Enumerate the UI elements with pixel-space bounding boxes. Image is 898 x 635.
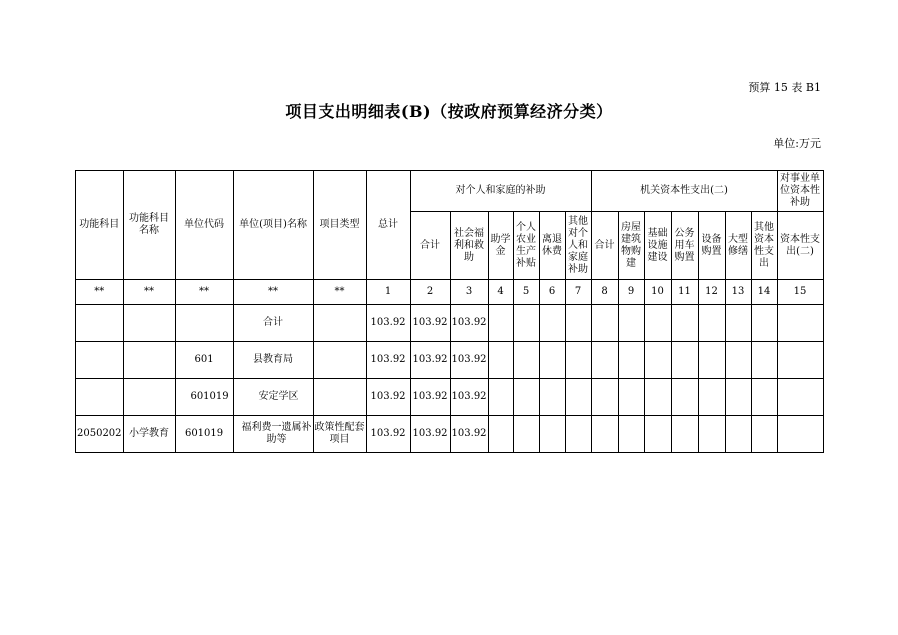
expenditure-table	[75, 170, 824, 453]
index-cell: **	[76, 280, 124, 305]
name-cell: 县教育局	[233, 342, 313, 379]
index-cell: 5	[513, 280, 539, 305]
func-code-cell: 2050202	[76, 416, 124, 453]
header-unit-code: 单位代码	[175, 171, 233, 280]
index-cell: 11	[671, 280, 698, 305]
func-name-cell	[123, 305, 175, 342]
header-building: 房屋建筑物购建	[618, 212, 644, 280]
header-group-personal: 对个人和家庭的补助	[410, 171, 591, 212]
unit-label: 单位:万元	[773, 137, 821, 150]
table-row	[76, 305, 824, 342]
welfare-cell: 103.92	[450, 416, 488, 453]
total-cell: 103.92	[366, 416, 410, 453]
index-cell: 6	[539, 280, 565, 305]
name-cell: 福利费一遗属补助等	[233, 416, 313, 453]
index-cell: 12	[698, 280, 725, 305]
header-group-capital: 机关资本性支出(二)	[591, 171, 777, 212]
type-cell: 政策性配套项目	[313, 416, 366, 453]
type-cell	[313, 342, 366, 379]
header-project-type: 项目类型	[313, 171, 366, 280]
index-cell: 13	[725, 280, 751, 305]
func-name-cell	[123, 379, 175, 416]
header-other-capital: 其他资本性支出	[751, 212, 777, 280]
index-cell: 10	[644, 280, 671, 305]
header-func-subject: 功能科目	[76, 171, 124, 280]
index-cell: 8	[591, 280, 618, 305]
func-name-cell	[123, 342, 175, 379]
unit-code-cell	[175, 305, 233, 342]
unit-code-cell: 601	[175, 342, 233, 379]
welfare-cell: 103.92	[450, 305, 488, 342]
index-cell: **	[313, 280, 366, 305]
personal-total-cell: 103.92	[410, 416, 450, 453]
name-cell: 合计	[233, 305, 313, 342]
personal-total-cell: 103.92	[410, 379, 450, 416]
index-row	[76, 280, 824, 305]
unit-code-cell: 601019	[175, 416, 233, 453]
header-student-aid: 助学金	[488, 212, 513, 280]
total-cell: 103.92	[366, 342, 410, 379]
unit-code-cell: 601019	[175, 379, 233, 416]
personal-total-cell: 103.92	[410, 305, 450, 342]
header-social-welfare: 社会福利和救助	[450, 212, 488, 280]
header-repair: 大型修缮	[725, 212, 751, 280]
header-retirement: 离退休费	[539, 212, 565, 280]
index-cell: 3	[450, 280, 488, 305]
index-cell: 1	[366, 280, 410, 305]
table-row	[76, 379, 824, 416]
header-infrastructure: 基础设施建设	[644, 212, 671, 280]
index-cell: **	[175, 280, 233, 305]
func-code-cell	[76, 342, 124, 379]
index-cell: 15	[777, 280, 823, 305]
table-row	[76, 342, 824, 379]
total-cell: 103.92	[366, 305, 410, 342]
index-cell: 7	[565, 280, 591, 305]
func-code-cell	[76, 379, 124, 416]
table-code: 预算 15 表 B1	[748, 81, 821, 94]
header-other-personal: 其他对个人和家庭补助	[565, 212, 591, 280]
header-vehicle: 公务用车购置	[671, 212, 698, 280]
header-row-1	[76, 171, 824, 212]
name-cell: 安定学区	[233, 379, 313, 416]
index-cell: 14	[751, 280, 777, 305]
func-name-cell: 小学教育	[123, 416, 175, 453]
index-cell: 9	[618, 280, 644, 305]
header-personal-total: 合计	[410, 212, 450, 280]
index-cell: **	[233, 280, 313, 305]
table-row	[76, 416, 824, 453]
header-capital-total: 合计	[591, 212, 618, 280]
header-total: 总计	[366, 171, 410, 280]
header-func-subject-name: 功能科目名称	[123, 171, 175, 280]
personal-total-cell: 103.92	[410, 342, 450, 379]
index-cell: 2	[410, 280, 450, 305]
page-title: 项目支出明细表(B)（按政府预算经济分类）	[285, 102, 613, 121]
index-cell: 4	[488, 280, 513, 305]
welfare-cell: 103.92	[450, 342, 488, 379]
welfare-cell: 103.92	[450, 379, 488, 416]
total-cell: 103.92	[366, 379, 410, 416]
header-equipment: 设备购置	[698, 212, 725, 280]
index-cell: **	[123, 280, 175, 305]
header-agri-subsidy: 个人农业生产补贴	[513, 212, 539, 280]
header-group-enterprise: 对事业单位资本性补助	[777, 171, 823, 212]
type-cell	[313, 379, 366, 416]
header-unit-project-name: 单位(项目)名称	[233, 171, 313, 280]
type-cell	[313, 305, 366, 342]
func-code-cell	[76, 305, 124, 342]
header-enterprise-capital: 资本性支出(二)	[777, 212, 823, 280]
